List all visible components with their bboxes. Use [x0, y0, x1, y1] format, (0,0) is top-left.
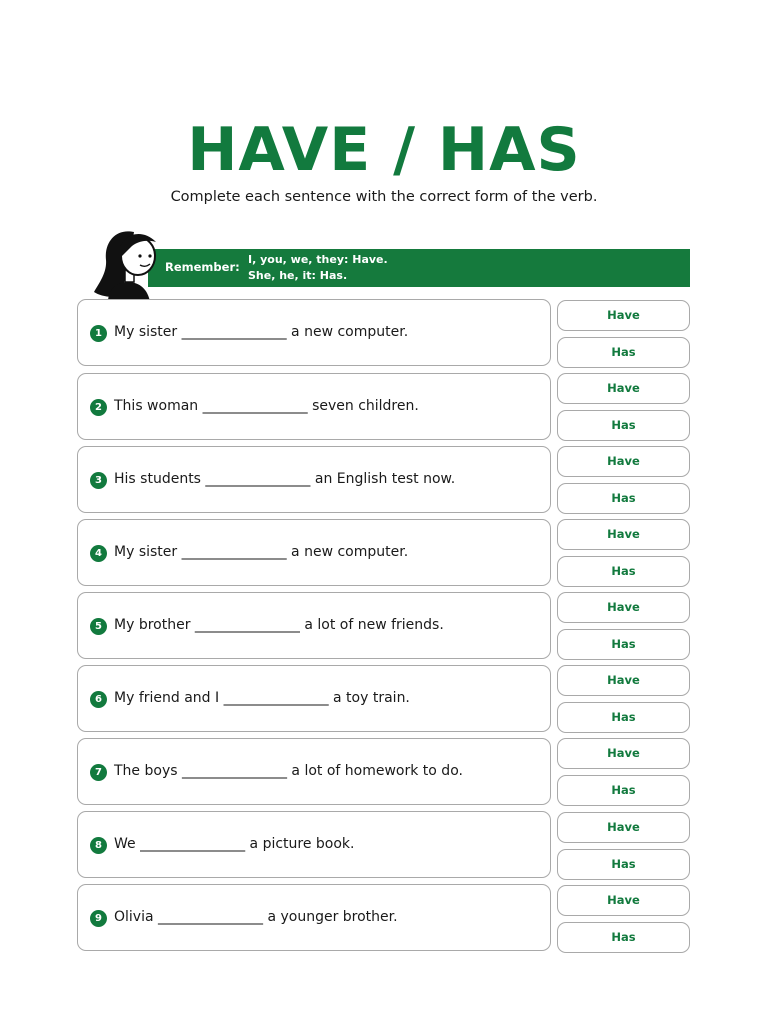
option-has-8[interactable]: Has: [557, 849, 690, 880]
option-have-6[interactable]: Have: [557, 665, 690, 696]
question-text: My friend and I _______________ a toy train.: [114, 690, 410, 706]
page-title: HAVE / HAS: [187, 115, 581, 185]
question-card-8: [77, 811, 551, 878]
option-has-9[interactable]: Has: [557, 922, 690, 953]
question-card-5: [77, 592, 551, 659]
option-has-3[interactable]: Has: [557, 483, 690, 514]
option-have-7[interactable]: Have: [557, 738, 690, 769]
question-text: This woman _______________ seven children.: [114, 398, 419, 414]
option-have-1[interactable]: Have: [557, 300, 690, 331]
girl-avatar-icon: [90, 226, 166, 302]
question-text: Olivia _______________ a younger brother.: [114, 909, 398, 925]
question-card-1: [77, 299, 551, 366]
option-has-4[interactable]: Has: [557, 556, 690, 587]
question-number: 8: [90, 837, 107, 854]
question-card-9: [77, 884, 551, 951]
question-number: 4: [90, 545, 107, 562]
instructions: Complete each sentence with the correct form of the verb.: [170, 189, 598, 205]
question-number: 7: [90, 764, 107, 781]
question-number: 3: [90, 472, 107, 489]
remember-rule-singular: She, he, it: Has.: [248, 269, 348, 282]
option-have-3[interactable]: Have: [557, 446, 690, 477]
question-number: 9: [90, 910, 107, 927]
question-card-2: [77, 373, 551, 440]
option-have-8[interactable]: Have: [557, 812, 690, 843]
option-has-2[interactable]: Has: [557, 410, 690, 441]
question-card-7: [77, 738, 551, 805]
option-has-5[interactable]: Has: [557, 629, 690, 660]
question-text: My brother _______________ a lot of new friends.: [114, 617, 444, 633]
option-have-5[interactable]: Have: [557, 592, 690, 623]
option-have-9[interactable]: Have: [557, 885, 690, 916]
remember-rules: [248, 252, 388, 284]
question-text: My sister _______________ a new computer.: [114, 324, 409, 340]
question-card-3: [77, 446, 551, 513]
option-have-4[interactable]: Have: [557, 519, 690, 550]
remember-label: Remember:: [165, 260, 240, 274]
question-text: My sister _______________ a new computer.: [114, 544, 409, 560]
option-has-1[interactable]: Has: [557, 337, 690, 368]
remember-banner: [148, 249, 690, 287]
option-have-2[interactable]: Have: [557, 373, 690, 404]
question-card-6: [77, 665, 551, 732]
question-number: 6: [90, 691, 107, 708]
question-text: His students _______________ an English test now.: [114, 471, 456, 487]
option-has-6[interactable]: Has: [557, 702, 690, 733]
question-text: The boys _______________ a lot of homework to do.: [114, 763, 463, 779]
question-text: We _______________ a picture book.: [114, 836, 355, 852]
option-has-7[interactable]: Has: [557, 775, 690, 806]
question-number: 2: [90, 399, 107, 416]
question-card-4: [77, 519, 551, 586]
remember-rule-plural: I, you, we, they: Have.: [248, 253, 388, 266]
question-number: 1: [90, 325, 107, 342]
question-number: 5: [90, 618, 107, 635]
